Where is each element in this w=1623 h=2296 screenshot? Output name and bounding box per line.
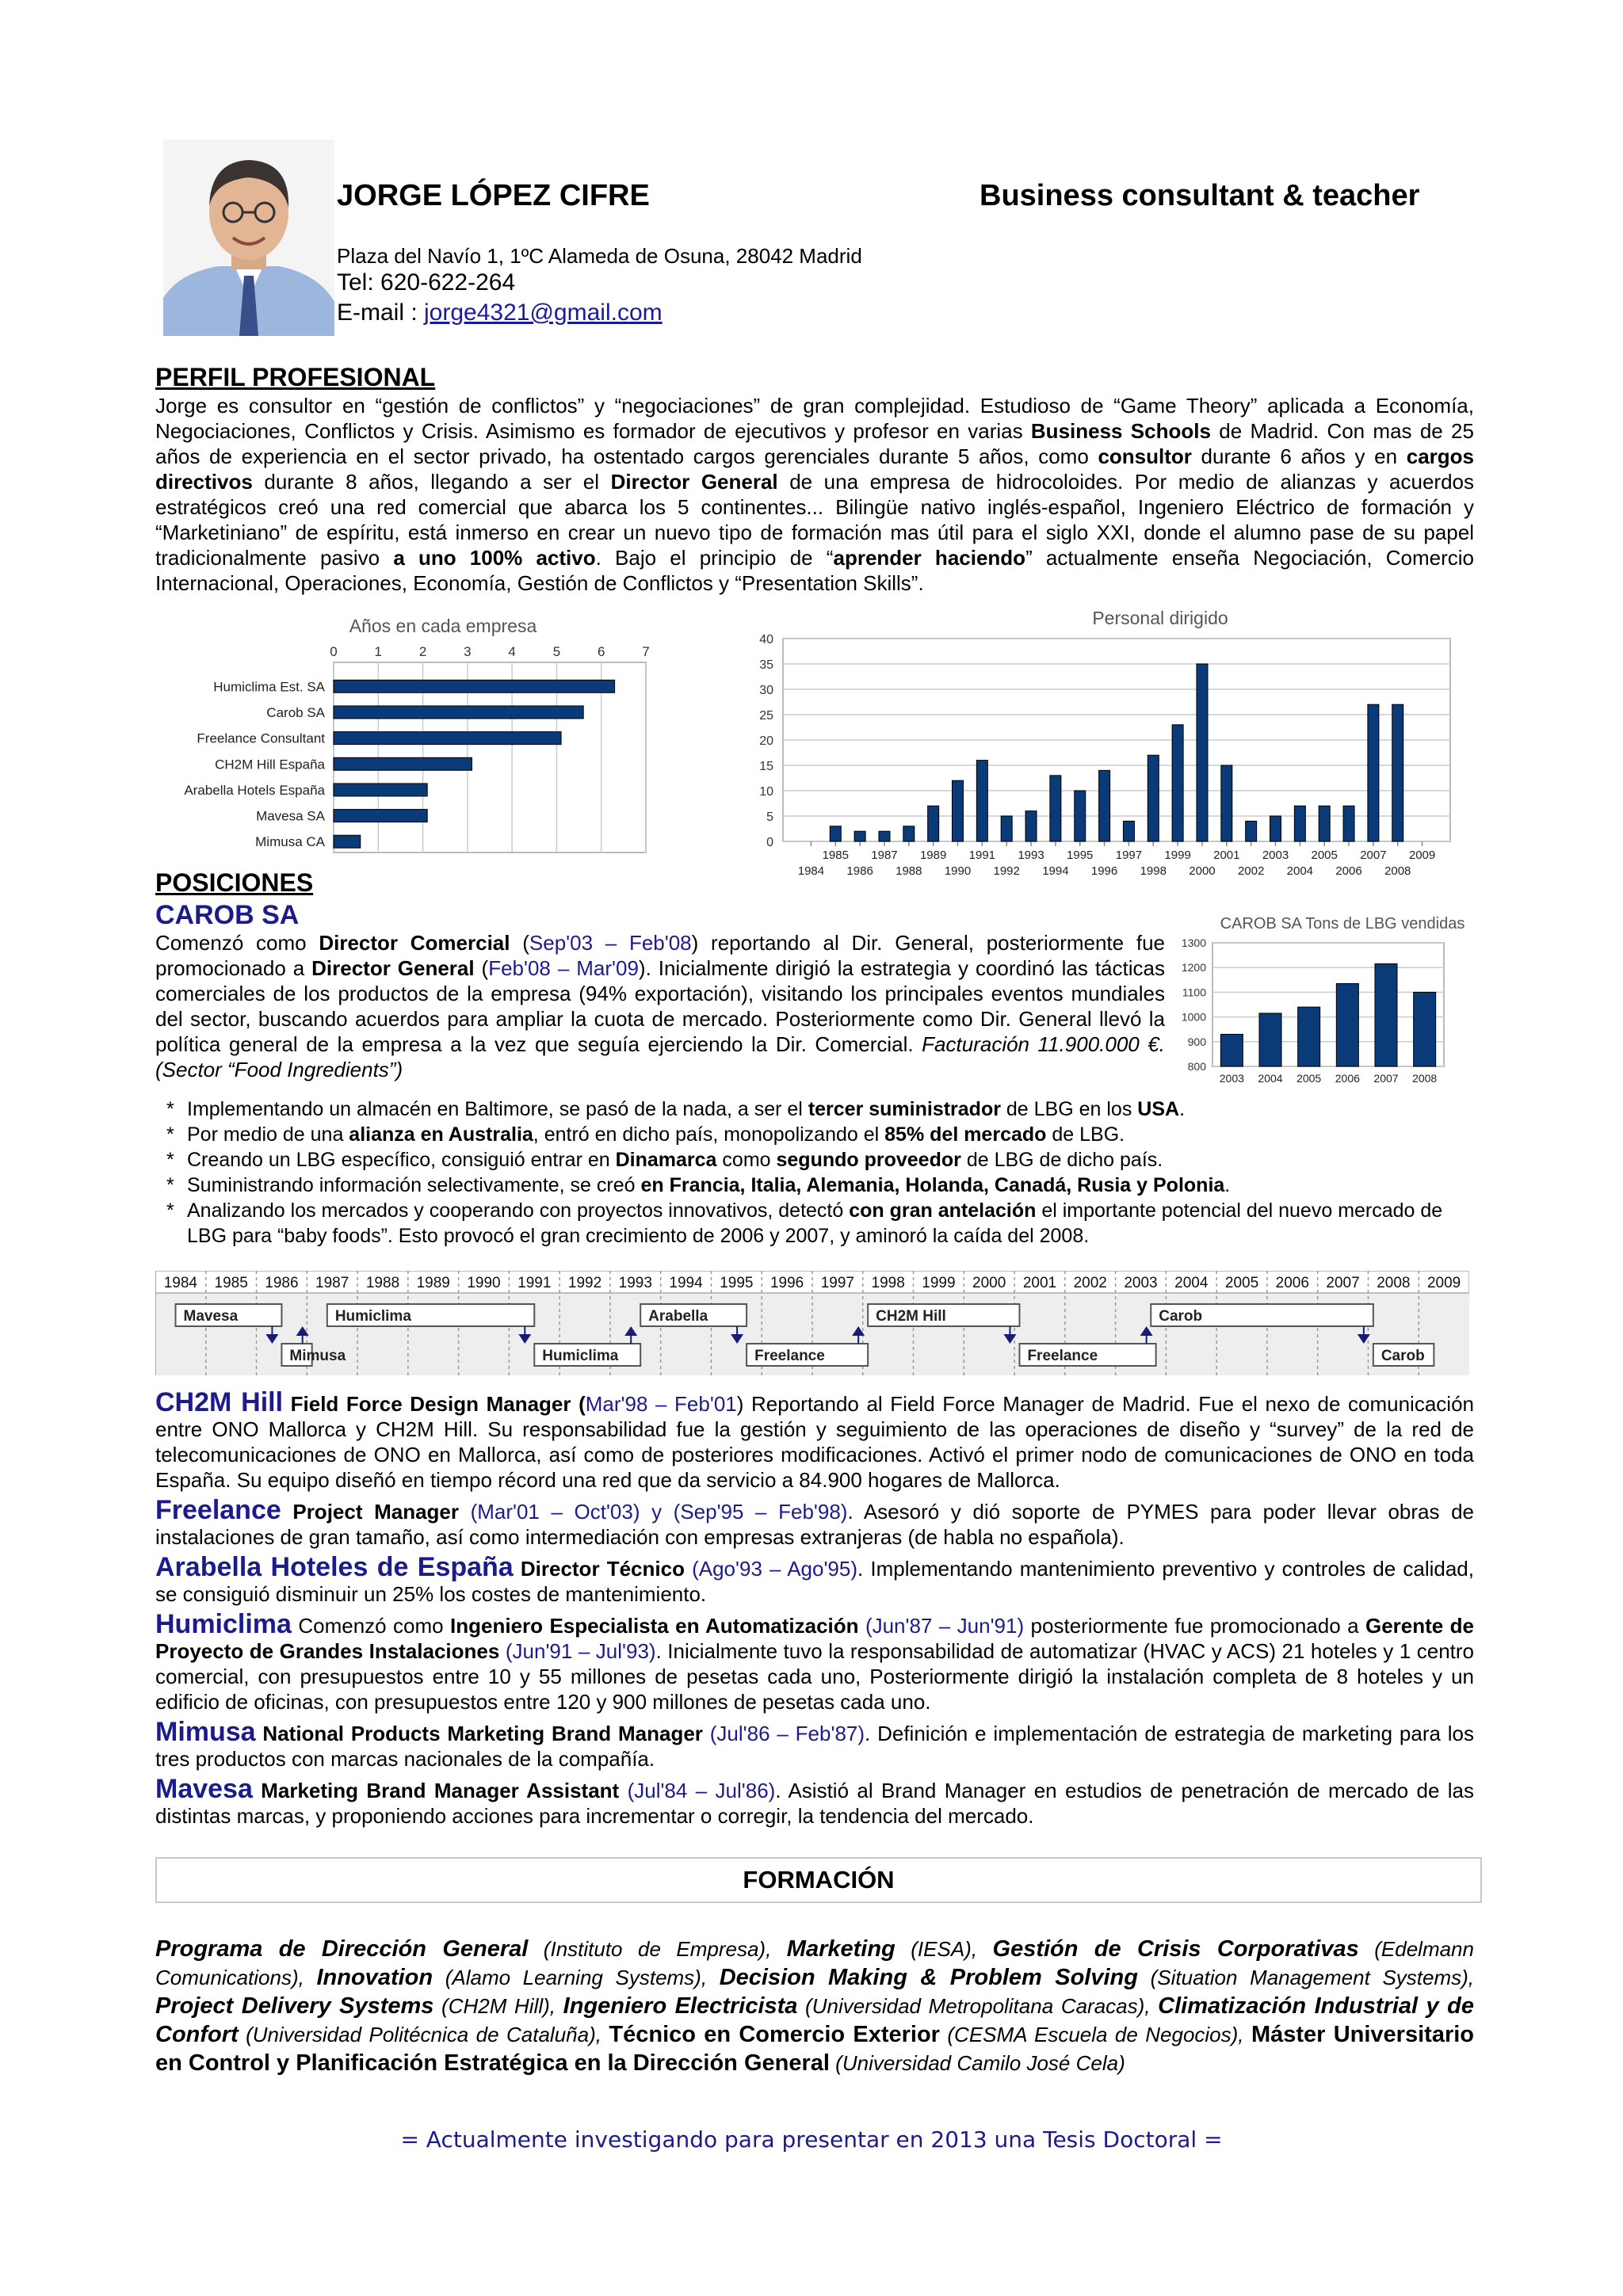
telephone: Tel: 620-622-264 bbox=[337, 269, 516, 296]
years-bar bbox=[334, 810, 427, 822]
personal-bar bbox=[1001, 816, 1012, 841]
carob-achievements bbox=[166, 1097, 1482, 1249]
timeline-year-label: 2005 bbox=[1224, 1275, 1259, 1291]
personal-tick-label: 40 bbox=[759, 633, 773, 646]
course-institution: (Instituto de Empresa), bbox=[528, 1937, 787, 1961]
carob-tick-label: 900 bbox=[1187, 1035, 1206, 1048]
timeline-year-label: 2007 bbox=[1326, 1275, 1360, 1291]
course-institution: (Universidad Politécnica de Cataluña), bbox=[238, 2023, 609, 2046]
personal-year-label: 1984 bbox=[797, 864, 825, 878]
carob-bar bbox=[1220, 1034, 1243, 1066]
timeline-year-label: 1993 bbox=[618, 1275, 652, 1291]
course-institution: (Universidad Metropolitana Caracas), bbox=[797, 1994, 1159, 2018]
timeline-year-label: 2002 bbox=[1073, 1275, 1107, 1291]
personal-tick-label: 5 bbox=[766, 810, 773, 824]
personal-bar bbox=[879, 831, 890, 841]
doctoral-note: = Actualmente investigando para presentar en 2013 una Tesis Doctoral = bbox=[400, 2126, 1223, 2153]
personal-bar bbox=[1123, 821, 1134, 841]
course-name: Ingeniero Electricista bbox=[563, 1993, 798, 2019]
timeline-bar-label: Humiclima bbox=[542, 1348, 619, 1364]
bullet-marker: * bbox=[166, 1174, 174, 1196]
course-name: Project Delivery Systems bbox=[155, 1993, 434, 2019]
timeline-year-strip bbox=[155, 1271, 1469, 1293]
posiciones-heading: POSICIONES bbox=[155, 868, 314, 897]
years-category-label: Carob SA bbox=[266, 704, 325, 720]
course-institution: (Universidad Camilo José Cela) bbox=[829, 2051, 1125, 2075]
personal-year-label: 1997 bbox=[1115, 849, 1143, 862]
freelance-entry: Freelance Project Manager (Mar'01 – Oct'03) y (Sep'95 – Feb'98). Asesoró y dió soporte de PYMES para poder llevar obras de instalaciones de gran tamaño, así como intermediación con empresas extranjeras (de habla no española). bbox=[155, 1495, 1475, 1549]
personal-bar bbox=[1025, 811, 1037, 841]
job-title: Business consultant & teacher bbox=[980, 179, 1420, 212]
carob-tick-label: 1100 bbox=[1182, 986, 1206, 999]
timeline-year-label: 1988 bbox=[365, 1275, 400, 1291]
personal-bar bbox=[1050, 776, 1061, 841]
profile-photo bbox=[163, 139, 334, 336]
personal-bar bbox=[1319, 806, 1330, 841]
personal-bar bbox=[1221, 765, 1232, 841]
course-institution: (IESA), bbox=[895, 1937, 993, 1961]
carob-year-label: 2005 bbox=[1296, 1072, 1322, 1085]
timeline-year-label: 1987 bbox=[315, 1275, 349, 1291]
carob-year-label: 2004 bbox=[1258, 1072, 1283, 1085]
carob-tons-chart bbox=[1163, 911, 1477, 1090]
course-institution: (Alamo Learning Systems), bbox=[433, 1966, 720, 1989]
personal-year-label: 2002 bbox=[1237, 864, 1265, 878]
personal-year-label: 2005 bbox=[1311, 849, 1338, 862]
timeline-year-label: 2008 bbox=[1377, 1275, 1411, 1291]
carob-bar bbox=[1414, 992, 1436, 1066]
course-name: Innovation bbox=[316, 1965, 433, 1990]
years-chart-title: Años en cada empresa bbox=[349, 616, 537, 636]
years-category-label: Mimusa CA bbox=[255, 834, 325, 850]
carob-tick-label: 1300 bbox=[1181, 936, 1206, 949]
carob-bar bbox=[1336, 983, 1358, 1066]
years-tick-label: 4 bbox=[508, 644, 516, 659]
personal-bar bbox=[1099, 770, 1110, 841]
personal-year-label: 1989 bbox=[919, 849, 947, 862]
achievement-text: Analizando los mercados y cooperando con proyectos innovativos, detectó con gran antelación el importante potencial del nuevo mercado de LBG para “baby foods”. Esto provocó el gran crecimiento de 2006 y 2007, y aminoró la caída del 2008. bbox=[187, 1199, 1443, 1247]
years-bar bbox=[334, 680, 615, 692]
timeline-year-label: 2003 bbox=[1124, 1275, 1158, 1291]
personal-bar bbox=[1270, 816, 1281, 841]
personal-tick-label: 30 bbox=[759, 684, 773, 697]
personal-tick-label: 35 bbox=[759, 658, 773, 672]
personal-year-label: 1999 bbox=[1164, 849, 1191, 862]
personal-bar bbox=[830, 826, 841, 841]
personal-bar bbox=[1392, 704, 1403, 841]
personal-bar bbox=[1172, 725, 1183, 841]
years-bar bbox=[334, 835, 361, 848]
achievement-item bbox=[166, 1147, 1482, 1173]
personal-bar bbox=[1368, 704, 1379, 841]
career-timeline bbox=[155, 1271, 1469, 1375]
course-name: Máster Universitario en Control y Planificación Estratégica en la Dirección General bbox=[155, 2022, 1475, 2076]
personal-year-label: 2000 bbox=[1189, 864, 1216, 878]
course-name: Técnico en Comercio Exterior bbox=[609, 2022, 940, 2047]
years-tick-label: 2 bbox=[418, 644, 427, 659]
timeline-year-label: 1997 bbox=[820, 1275, 855, 1291]
course-name: Programa de Dirección General bbox=[155, 1936, 529, 1962]
timeline-bar-label: Carob bbox=[1381, 1348, 1425, 1364]
personal-year-label: 1996 bbox=[1090, 864, 1118, 878]
course-institution: (Edelmann Comunications), bbox=[155, 1937, 1474, 1989]
timeline-year-label: 1985 bbox=[214, 1275, 248, 1291]
timeline-bar-label: Carob bbox=[1159, 1308, 1203, 1325]
timeline-bar-label: Freelance bbox=[754, 1348, 825, 1364]
personal-year-label: 1986 bbox=[846, 864, 873, 878]
personal-bar bbox=[1075, 791, 1086, 841]
years-bar bbox=[334, 784, 427, 796]
timeline-year-label: 1991 bbox=[517, 1275, 552, 1291]
course-name: Climatización Industrial y de Confort bbox=[155, 1993, 1475, 2047]
course-name: Decision Making & Problem Solving bbox=[719, 1965, 1138, 1990]
years-category-label: CH2M Hill España bbox=[215, 757, 325, 772]
course-institution: (CESMA Escuela de Negocios), bbox=[939, 2023, 1251, 2046]
achievement-text: Implementando un almacén en Baltimore, se pasó de la nada, a ser el tercer suministrador de LBG en los USA. bbox=[187, 1098, 1186, 1120]
personal-year-label: 2009 bbox=[1408, 849, 1436, 862]
years-bar bbox=[334, 706, 583, 719]
carob-year-label: 2007 bbox=[1373, 1072, 1399, 1085]
carob-tick-label: 1000 bbox=[1181, 1010, 1206, 1024]
formacion-list bbox=[155, 1935, 1474, 2077]
timeline-bar-label: Freelance bbox=[1027, 1348, 1098, 1364]
years-tick-label: 1 bbox=[374, 644, 383, 659]
personal-year-label: 2001 bbox=[1213, 849, 1240, 862]
years-bar bbox=[334, 757, 472, 770]
years-tick-label: 6 bbox=[597, 644, 605, 659]
email-link[interactable]: jorge4321@gmail.com bbox=[424, 299, 663, 326]
personal-bar bbox=[1343, 806, 1354, 841]
years-tick-label: 7 bbox=[642, 644, 650, 659]
formacion-heading: FORMACIÓN bbox=[155, 1857, 1482, 1903]
carob-year-label: 2008 bbox=[1412, 1072, 1438, 1085]
personal-year-label: 1998 bbox=[1140, 864, 1167, 878]
timeline-year-label: 1984 bbox=[163, 1275, 198, 1291]
course-name: Marketing bbox=[786, 1936, 896, 1962]
timeline-year-label: 1986 bbox=[265, 1275, 299, 1291]
achievement-item bbox=[166, 1198, 1482, 1249]
personal-bar bbox=[1246, 821, 1257, 841]
bullet-marker: * bbox=[166, 1098, 174, 1120]
course-institution: (CH2M Hill), bbox=[433, 1994, 563, 2018]
personal-bar bbox=[1197, 664, 1208, 841]
perfil-heading: PERFIL PROFESIONAL bbox=[155, 363, 436, 391]
achievement-text: Por medio de una alianza en Australia, entró en dicho país, monopolizando el 85% del mercado de LBG. bbox=[187, 1123, 1125, 1146]
personal-tick-label: 20 bbox=[759, 734, 773, 748]
email-line bbox=[337, 299, 663, 326]
course-institution: (Situation Management Systems), bbox=[1137, 1966, 1475, 1989]
personal-bar bbox=[903, 826, 915, 841]
perfil-text: Jorge es consultor en “gestión de conflictos” y “negociaciones” de gran complejidad. Estudioso de “Game Theory” aplicada a Economía, Negociaciones, Conflictos y Crisis. Asimismo es formador de ejecutivos y profesor en varias Business Schools de Madrid. Con mas de 25 años de experiencia en el sector privado, ha ostentado cargos gerenciales durante 5 años, como consultor durante 6 años y en cargos directivos durante 8 años, llegando a ser el Director General de una empresa de hidrocoloides. Por medio de alianzas y acuerdos estratégicos creó una red comercial que abarca los 5 continentes... Bilingüe nativo inglés-español, Ingeniero Eléctrico de formación y “Marketiniano” de espíritu, está inmerso en crear un nuevo tipo de formación mas útil para el siglo XXI, donde el alumno pase de su papel tradicionalmente pasivo a uno 100% activo. Bajo el principio de “aprender haciendo” actualmente enseña Negociación, Comercio Internacional, Operaciones, Economía, Gestión de Conflictos y “Presentation Skills”. bbox=[155, 394, 1475, 595]
carob-heading: CAROB SA bbox=[155, 900, 300, 930]
bullet-marker: * bbox=[166, 1123, 174, 1146]
years-category-label: Mavesa SA bbox=[256, 808, 325, 824]
achievement-item bbox=[166, 1122, 1482, 1147]
carob-bar bbox=[1375, 964, 1397, 1066]
personal-year-label: 2008 bbox=[1384, 864, 1411, 878]
carob-tick-label: 800 bbox=[1187, 1060, 1206, 1073]
years-bar bbox=[334, 732, 561, 745]
personal-year-label: 1988 bbox=[896, 864, 922, 878]
timeline-year-label: 1992 bbox=[567, 1275, 602, 1291]
timeline-year-label: 1999 bbox=[922, 1275, 956, 1291]
candidate-name: JORGE LÓPEZ CIFRE bbox=[337, 179, 650, 212]
achievement-item bbox=[166, 1173, 1482, 1198]
personal-year-label: 2007 bbox=[1360, 849, 1387, 862]
timeline-year-label: 1996 bbox=[769, 1275, 804, 1291]
years-category-label: Humiclima Est. SA bbox=[213, 679, 325, 695]
personal-bar bbox=[854, 831, 865, 841]
personal-bar bbox=[1294, 806, 1305, 841]
personal-year-label: 1993 bbox=[1018, 849, 1044, 862]
humiclima-entry: Humiclima Comenzó como Ingeniero Especialista en Automatización (Jun'87 – Jun'91) posteriormente fue promocionado a Gerente de Proyecto de Grandes Instalaciones (Jun'91 – Jul'93). Inicialmente tuvo la responsabilidad de automatizar (HVAC y ACS) 21 hoteles y 1 centro comercial, con presupuestos entre 10 y 55 millones de pesetas cada uno, Posteriormente dirigió la instalación completa de 8 hoteles y un edificio de oficinas, con presupuestos entre 120 y 900 millones de pesetas cada uno. bbox=[155, 1609, 1474, 1714]
timeline-year-label: 2001 bbox=[1022, 1275, 1057, 1291]
carob-tick-label: 1200 bbox=[1181, 961, 1206, 974]
carob-tons-frame bbox=[1212, 943, 1444, 1066]
timeline-bar-label: Arabella bbox=[648, 1308, 708, 1325]
mavesa-entry: Mavesa Marketing Brand Manager Assistant (Jul'84 – Jul'86). Asistió al Brand Manager en estudios de penetración de mercado de las distintas marcas, y proponiendo acciones para incrementar o corregir, la tendencia del mercado. bbox=[155, 1774, 1474, 1828]
course-name: Gestión de Crisis Corporativas bbox=[992, 1936, 1359, 1962]
address: Plaza del Navío 1, 1ºC Alameda de Osuna, 28042 Madrid bbox=[337, 244, 862, 268]
years-tick-label: 5 bbox=[552, 644, 561, 659]
ch2m-entry: CH2M Hill Field Force Design Manager (Mar'98 – Feb'01) Reportando al Field Force Manager de Madrid. Fue el nexo de comunicación entre ONO Mallorca y CH2M Hill. Su responsabilidad fue la gestión y seguimiento de las operaciones de diseño y “survey” de la red de telecomunicaciones de ONO en Mallorca, así como de posteriores modificaciones. Activó el primer nodo de comunicaciones de ONO en toda España. Su equipo diseñó en tiempo récord una red que da servicio a 84.900 hogares de Mallorca. bbox=[155, 1387, 1474, 1492]
timeline-bar-label: Mimusa bbox=[289, 1348, 346, 1364]
personal-tick-label: 10 bbox=[759, 785, 773, 799]
bullet-marker: * bbox=[166, 1199, 174, 1222]
timeline-bar-label: Humiclima bbox=[334, 1308, 411, 1325]
timeline-year-label: 1990 bbox=[467, 1275, 501, 1291]
personal-bar bbox=[976, 761, 987, 841]
carob-tons-chart-title: CAROB SA Tons de LBG vendidas bbox=[1220, 915, 1465, 933]
bullet-marker: * bbox=[166, 1149, 174, 1171]
carob-year-label: 2006 bbox=[1335, 1072, 1360, 1085]
personal-year-label: 1994 bbox=[1042, 864, 1069, 878]
achievement-text: Creando un LBG específico, consiguió entrar en Dinamarca como segundo proveedor de LBG de dicho país. bbox=[187, 1149, 1163, 1171]
personal-bar bbox=[1148, 755, 1159, 841]
personal-tick-label: 15 bbox=[759, 760, 773, 773]
personal-year-label: 1987 bbox=[871, 849, 898, 862]
personal-year-label: 2004 bbox=[1286, 864, 1314, 878]
timeline-bar-label: CH2M Hill bbox=[876, 1308, 946, 1325]
years-category-label: Arabella Hotels España bbox=[184, 782, 325, 798]
personal-year-label: 1991 bbox=[968, 849, 996, 862]
carob-year-label: 2003 bbox=[1219, 1072, 1244, 1085]
personal-chart-title: Personal dirigido bbox=[1092, 608, 1228, 628]
carob-bar bbox=[1298, 1007, 1320, 1066]
achievement-text: Suministrando información selectivamente, se creó en Francia, Italia, Alemania, Holanda, Canadá, Rusia y Polonia. bbox=[187, 1174, 1231, 1196]
achievement-item bbox=[166, 1097, 1482, 1122]
personal-year-label: 2003 bbox=[1262, 849, 1289, 862]
personal-tick-label: 25 bbox=[759, 709, 773, 723]
personal-year-label: 1992 bbox=[993, 864, 1020, 878]
timeline-year-label: 1998 bbox=[871, 1275, 905, 1291]
years-tick-label: 0 bbox=[330, 644, 338, 659]
timeline-year-label: 1994 bbox=[669, 1275, 703, 1291]
carob-bar bbox=[1259, 1013, 1281, 1066]
years-tick-label: 3 bbox=[464, 644, 472, 659]
personal-year-label: 1990 bbox=[944, 864, 972, 878]
mimusa-entry: Mimusa National Products Marketing Brand Manager (Jul'86 – Feb'87). Definición e implementación de estrategia de marketing para los tres productos con marcas nacionales de la compañía. bbox=[155, 1717, 1475, 1771]
timeline-year-label: 2000 bbox=[972, 1275, 1006, 1291]
timeline-bar-label: Mavesa bbox=[183, 1308, 239, 1325]
years-category-label: Freelance Consultant bbox=[197, 730, 325, 746]
personal-year-label: 1995 bbox=[1067, 849, 1094, 862]
carob-description: Comenzó como Director Comercial (Sep'03 – Feb'08) reportando al Dir. General, posteriormente fue promocionado a Director General (Feb'08 – Mar'09). Inicialmente dirigió la estrategia y coordinó las tácticas comerciales de los productos de la empresa (94% exportación), visitando los principales eventos mundiales del sector, buscando acuerdos para ampliar la cuota de mercado. Posteriormente como Dir. General llevó la política general de la empresa a la vez que seguía ejerciendo la Dir. Comercial. Facturación 11.900.000 €. (Sector “Food Ingredients”) bbox=[155, 931, 1165, 1081]
personal-bar bbox=[928, 806, 939, 841]
personal-chart bbox=[743, 601, 1476, 879]
timeline-year-label: 2006 bbox=[1275, 1275, 1309, 1291]
timeline-year-label: 2004 bbox=[1174, 1275, 1209, 1291]
years-chart bbox=[155, 608, 659, 857]
timeline-year-label: 2009 bbox=[1426, 1275, 1461, 1291]
timeline-year-label: 1989 bbox=[416, 1275, 450, 1291]
email-label: E-mail : bbox=[337, 299, 425, 326]
personal-tick-label: 0 bbox=[766, 836, 773, 849]
personal-year-label: 2006 bbox=[1335, 864, 1362, 878]
arabella-entry: Arabella Hoteles de España Director Técnico (Ago'93 – Ago'95). Implementando mantenimiento preventivo y controles de calidad, se consiguió disminuir un 25% los costes de mantenimiento. bbox=[155, 1552, 1474, 1606]
personal-year-label: 1985 bbox=[822, 849, 849, 862]
personal-bar bbox=[953, 780, 964, 841]
timeline-year-label: 1995 bbox=[720, 1275, 754, 1291]
